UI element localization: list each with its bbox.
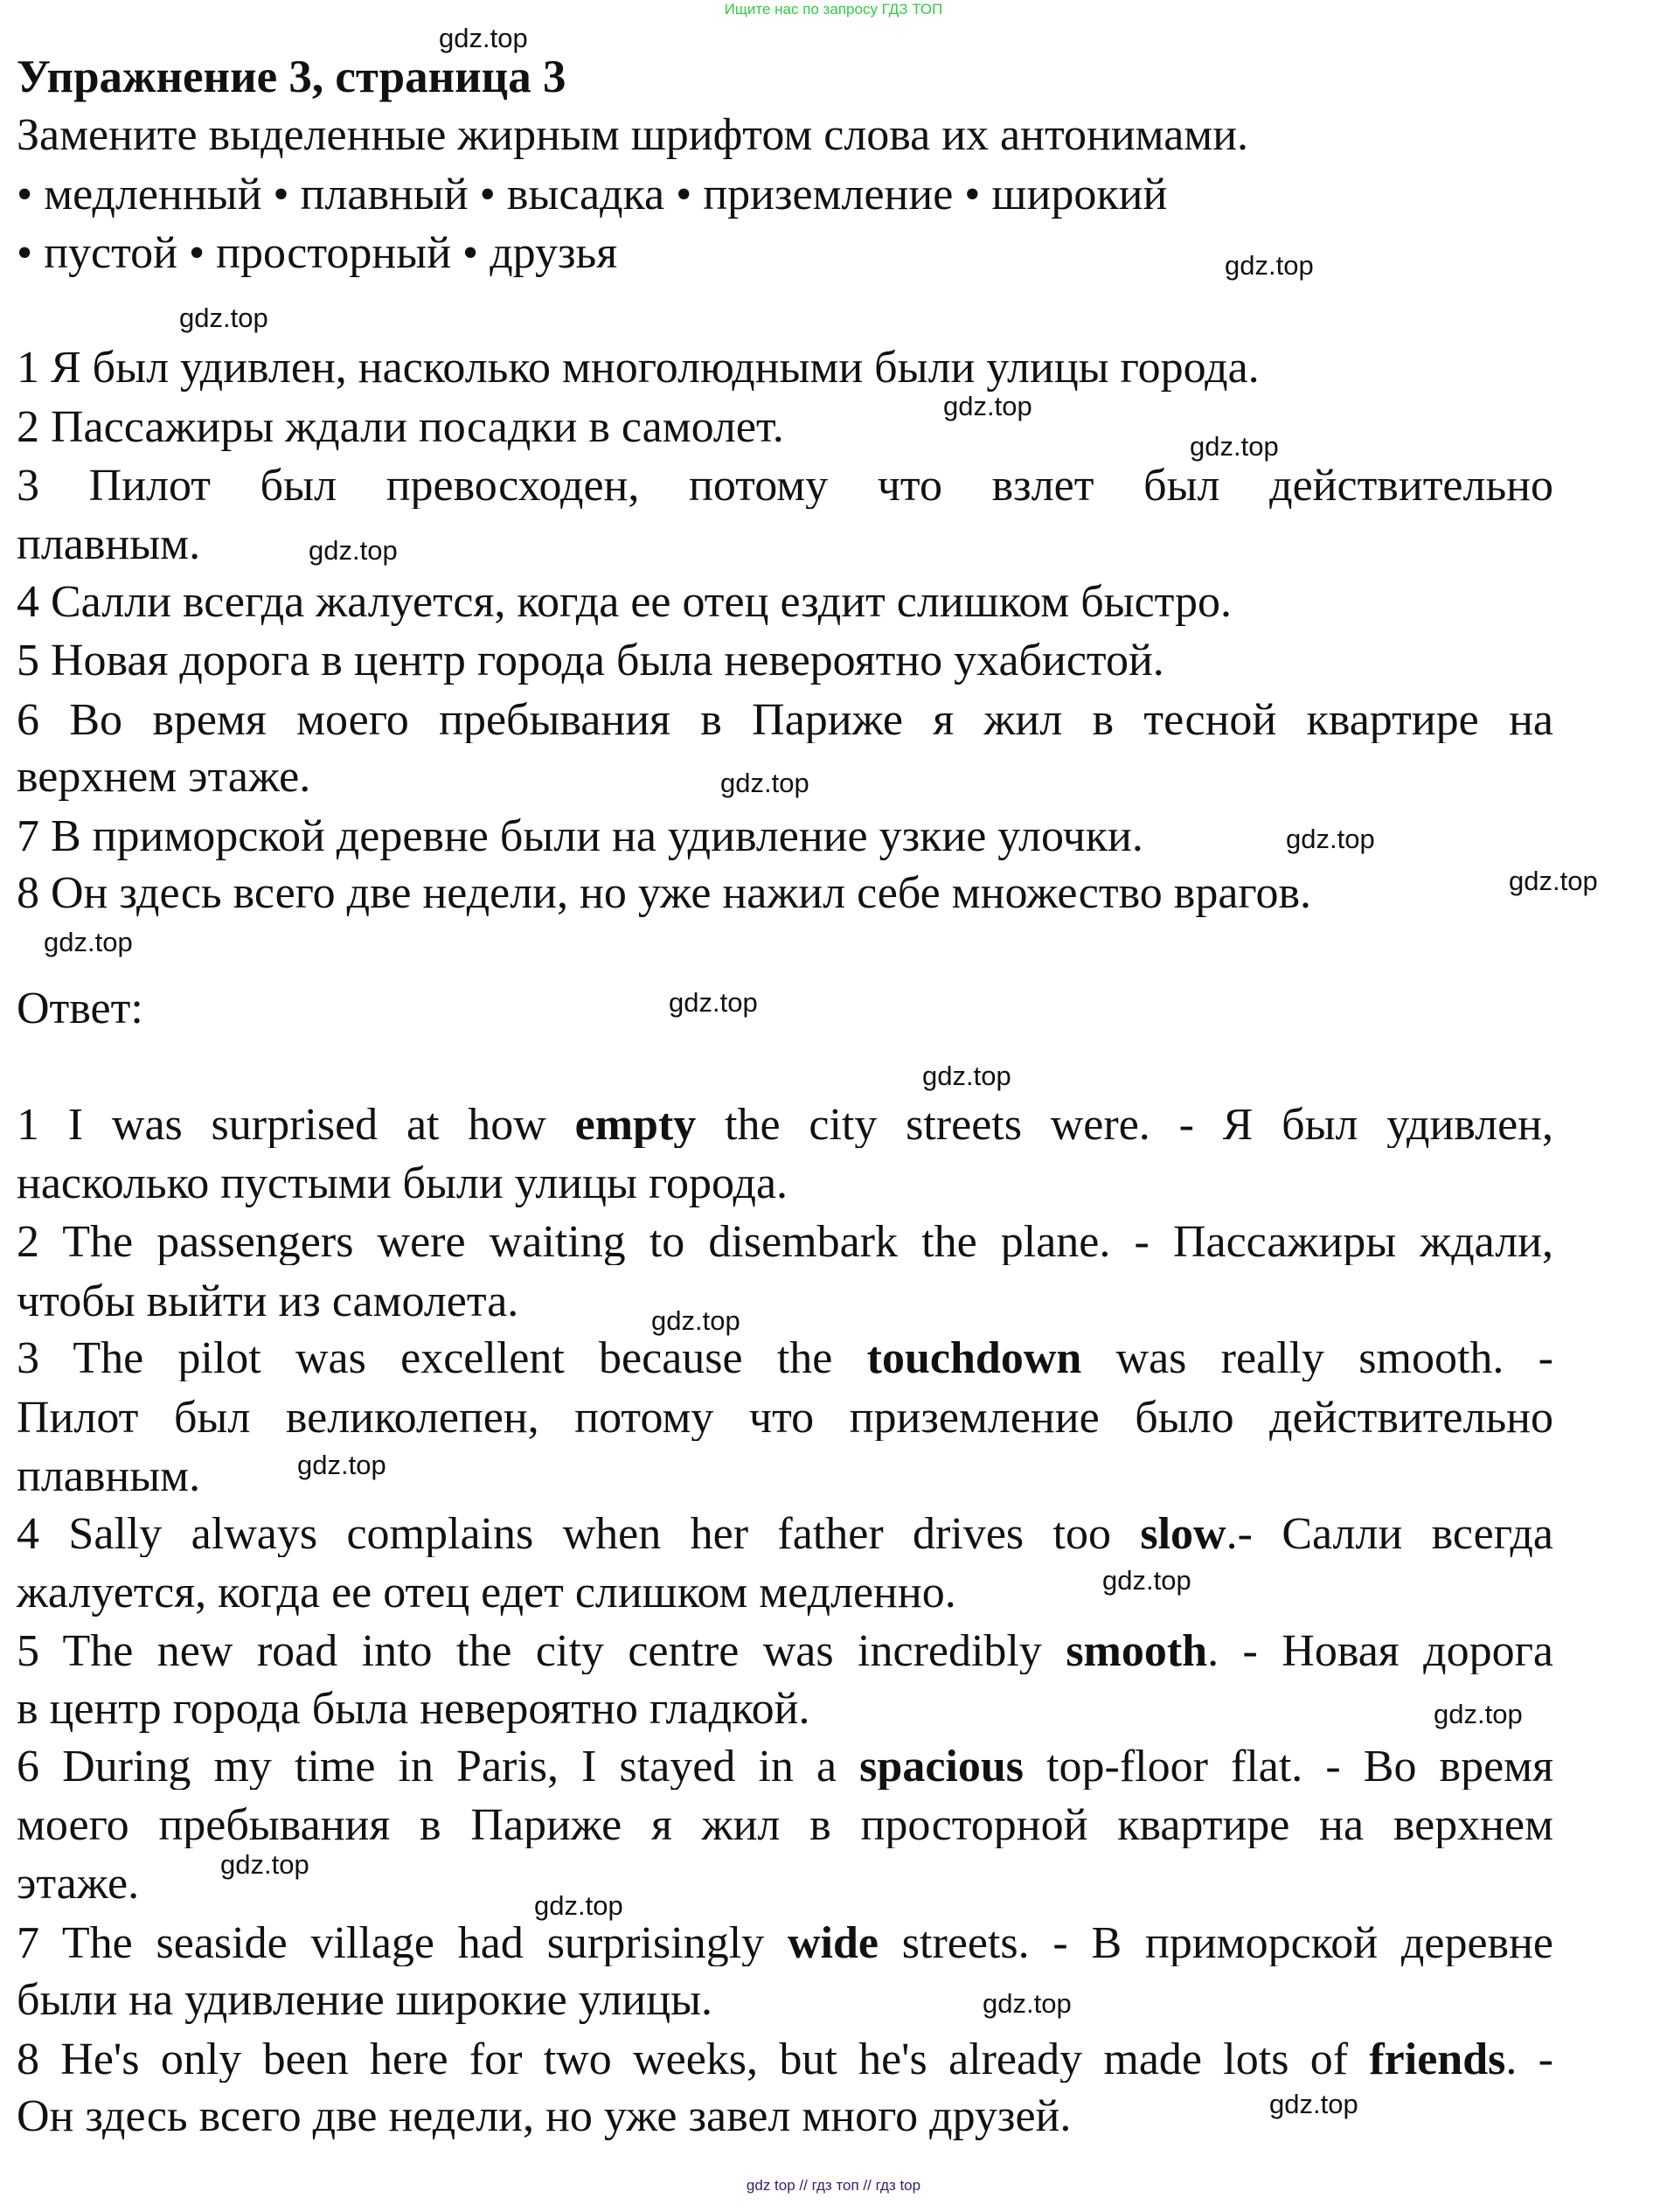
- text-segment: плавным.: [17, 1451, 201, 1501]
- text-line: [17, 519, 201, 569]
- bold-antonym: spacious: [859, 1744, 1024, 1790]
- text-line: [17, 402, 784, 452]
- text-segment: в центр города была невероятно гладкой.: [17, 1684, 810, 1734]
- text-line: [17, 463, 1553, 509]
- text-segment: 4 Sally always complains when her father drives too: [17, 1512, 1141, 1557]
- text-line: [17, 1684, 810, 1734]
- page-title: [17, 54, 566, 100]
- search-banner: [0, 0, 1667, 19]
- text-segment: Ответ:: [17, 984, 143, 1033]
- text-segment: the city streets were. - Я был удивлен,: [696, 1103, 1553, 1148]
- text-segment: • медленный • плавный • высадка • приземление • широкий: [17, 170, 1168, 219]
- text-segment: плавным.: [17, 519, 201, 569]
- text-segment: • пустой • просторный • друзья: [17, 228, 618, 278]
- text-line: [17, 1861, 139, 1907]
- text-segment: чтобы выйти из самолета.: [17, 1276, 519, 1326]
- text-segment: были на удивление широкие улицы.: [17, 1975, 713, 2025]
- gdz-watermark: gdz.top: [720, 768, 809, 798]
- text-line: [17, 868, 1312, 918]
- text-line: [17, 2037, 1553, 2083]
- text-segment: 5 Новая дорога в центр города была невероятно ухабистой.: [17, 636, 1164, 685]
- text-segment: 1 Я был удивлен, насколько многолюдными были улицы города.: [17, 343, 1260, 393]
- text-line: [17, 110, 1249, 160]
- text-segment: . -: [1505, 2037, 1553, 2083]
- text-segment: Он здесь всего две недели, но уже завел много друзей.: [17, 2091, 1072, 2141]
- gdz-watermark: gdz.top: [983, 1988, 1072, 2019]
- text-segment: 4 Салли всегда жалуется, когда ее отец ездит слишком быстро.: [17, 577, 1233, 627]
- gdz-watermark: gdz.top: [922, 1061, 1011, 1091]
- gdz-watermark: gdz.top: [669, 987, 758, 1018]
- gdz-watermark: gdz.top: [179, 303, 268, 333]
- footer-watermark: [0, 2175, 1667, 2196]
- gdz-watermark: gdz.top: [309, 535, 398, 566]
- text-segment: 6 During my time in Paris, I stayed in a: [17, 1744, 860, 1790]
- text-segment: этаже.: [17, 1859, 140, 1909]
- text-line: [17, 1512, 1553, 1557]
- gdz-watermark: gdz.top: [1102, 1565, 1191, 1596]
- gdz-watermark: gdz.top: [44, 927, 133, 957]
- text-line: [17, 1158, 788, 1208]
- answer-heading: [17, 986, 143, 1032]
- text-segment: 8 Он здесь всего две недели, но уже нажил себе множество врагов.: [17, 868, 1312, 918]
- text-segment: верхнем этаже.: [17, 752, 311, 802]
- text-line: [17, 228, 618, 278]
- gdz-watermark: gdz.top: [439, 23, 528, 53]
- gdz-watermark: gdz.top: [534, 1890, 623, 1921]
- text-line: [17, 811, 1143, 861]
- text-line: [17, 1336, 1553, 1381]
- gdz-watermark: gdz.top: [297, 1450, 386, 1480]
- text-segment: was really smooth. -: [1081, 1336, 1553, 1381]
- bold-antonym: touchdown: [866, 1336, 1082, 1381]
- text-line: [17, 698, 1553, 743]
- bold-antonym: empty: [574, 1103, 697, 1148]
- text-line: [17, 1803, 1553, 1848]
- search-banner-text: Ищите нас по запросу ГДЗ ТОП: [724, 1, 943, 17]
- text-line: [17, 1629, 1553, 1674]
- text-line: [17, 1921, 1553, 1966]
- bold-antonym: smooth: [1066, 1629, 1208, 1674]
- text-segment: 7 The seaside village had surprisingly: [17, 1921, 788, 1966]
- text-segment: 5 The new road into the city centre was incredibly: [17, 1629, 1066, 1674]
- text-line: [17, 1451, 201, 1501]
- text-segment: 7 В приморской деревне были на удивление узкие улочки.: [17, 811, 1143, 861]
- text-line: [17, 1975, 713, 2025]
- text-segment: .- Салли всегда: [1226, 1512, 1553, 1557]
- text-segment: 8 He's only been here for two weeks, but he's already made lots of: [17, 2037, 1370, 2083]
- bold-antonym: slow: [1140, 1512, 1226, 1557]
- text-segment: 2 The passengers were waiting to disembark the plane. - Пассажиры ждали,: [17, 1220, 1553, 1265]
- gdz-watermark: gdz.top: [1225, 250, 1314, 281]
- text-line: [17, 1103, 1553, 1148]
- text-line: [17, 638, 1164, 684]
- bold-antonym: friends: [1369, 2037, 1506, 2083]
- text-line: [17, 1220, 1553, 1265]
- text-line: [17, 1276, 519, 1326]
- gdz-watermark: gdz.top: [943, 391, 1032, 421]
- gdz-watermark: gdz.top: [1434, 1699, 1523, 1729]
- gdz-watermark: gdz.top: [220, 1849, 309, 1880]
- gdz-watermark: gdz.top: [1286, 824, 1375, 854]
- text-line: [17, 577, 1233, 627]
- gdz-watermark: gdz.top: [1509, 866, 1598, 896]
- text-segment: моего пребывания в Париже я жил в просторной квартире на верхнем: [17, 1803, 1553, 1848]
- text-line: [17, 172, 1167, 218]
- text-segment: 3 Пилот был превосходен, потому что взлет был действительно: [17, 463, 1553, 509]
- text-segment: Пилот был великолепен, потому что приземление было действительно: [17, 1395, 1553, 1441]
- text-segment: 1 I was surprised at how: [17, 1103, 575, 1148]
- text-segment: жалуется, когда ее отец едет слишком медленно.: [17, 1568, 956, 1617]
- gdz-watermark: gdz.top: [1190, 431, 1279, 462]
- text-segment: Упражнение 3, страница 3: [17, 52, 566, 102]
- text-segment: 6 Во время моего пребывания в Париже я жил в тесной квартире на: [17, 698, 1553, 743]
- text-line: [17, 1395, 1553, 1441]
- text-line: [17, 752, 311, 802]
- text-segment: streets. - В приморской деревне: [878, 1921, 1553, 1966]
- text-segment: Замените выделенные жирным шрифтом слова их антонимами.: [17, 110, 1249, 160]
- gdz-watermark: gdz.top: [651, 1305, 740, 1336]
- text-line: [17, 1744, 1553, 1790]
- text-line: [17, 345, 1260, 391]
- text-line: [17, 1570, 956, 1616]
- text-line: [17, 2091, 1072, 2141]
- text-segment: 2 Пассажиры ждали посадки в самолет.: [17, 402, 784, 452]
- gdz-watermark: gdz.top: [1269, 2089, 1358, 2119]
- text-segment: . - Новая дорога: [1207, 1629, 1553, 1674]
- text-segment: top-floor flat. - Во время: [1024, 1744, 1553, 1790]
- bold-antonym: wide: [787, 1921, 879, 1966]
- footer-watermark-text: gdz top // гдз топ // гдз top: [746, 2177, 921, 2194]
- text-segment: насколько пустыми были улицы города.: [17, 1158, 788, 1208]
- text-segment: 3 The pilot was excellent because the: [17, 1336, 867, 1381]
